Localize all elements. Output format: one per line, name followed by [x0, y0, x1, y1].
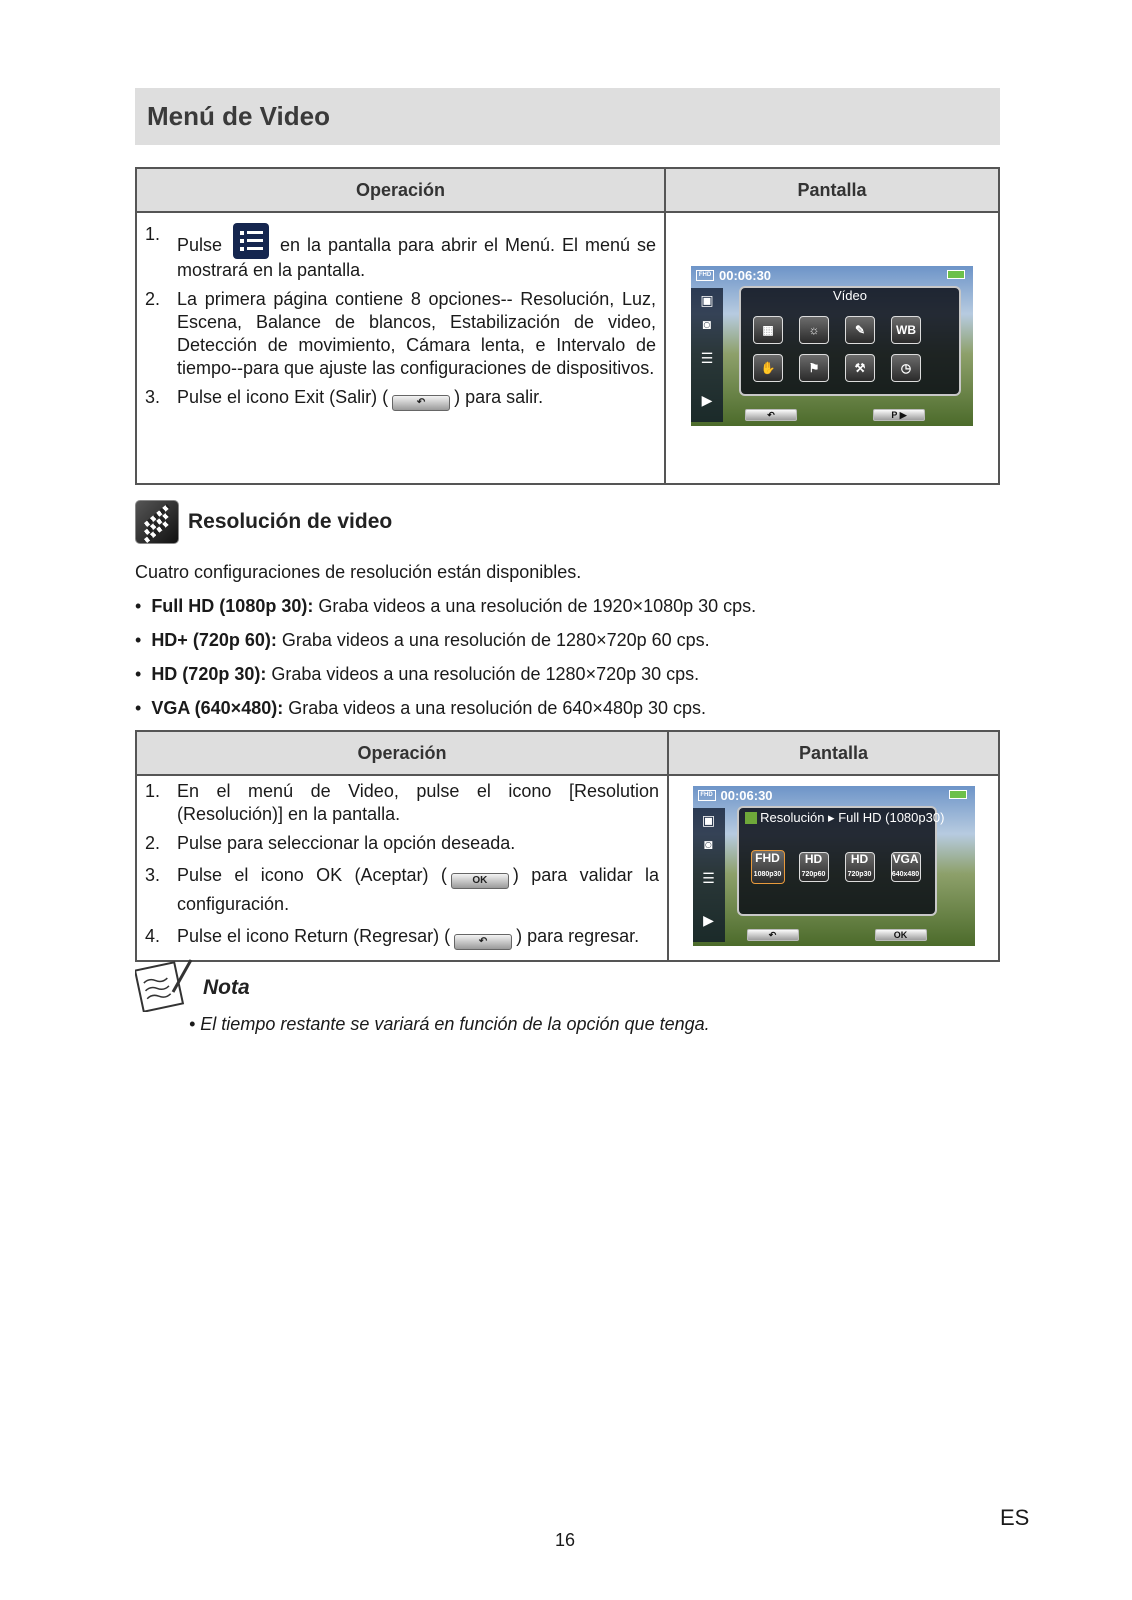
fhd-badge: FHD	[696, 270, 714, 281]
screen-header: Pantalla	[668, 731, 999, 775]
language-code: ES	[1000, 1505, 1030, 1530]
page-number: 16	[554, 1530, 576, 1550]
recording-time: 00:06:30	[720, 787, 773, 803]
screen-cell	[665, 212, 999, 484]
resolution-title: Resolución de video	[188, 510, 393, 533]
light-tile-icon[interactable]: ☼	[799, 316, 829, 344]
side-menu	[693, 808, 725, 942]
ok-icon: OK	[451, 873, 509, 889]
stabilization-tile-icon[interactable]: ✋	[753, 354, 783, 382]
camera-icon[interactable]: ◙	[704, 835, 713, 852]
resolution-label: Resolución ▸ Full HD (1080p30)	[760, 809, 945, 825]
video-menu-panel	[739, 286, 961, 396]
step-item: 2. La primera página contiene 8 opciones-- Resolución, Luz, Escena, Balance de blancos, Estabilización de video, Detección de movimiento, Cámara lenta, e Intervalo de tiempo--para que ajuste las configuraciones de dispositivos.	[145, 289, 656, 378]
section-title: Menú de Video	[147, 101, 330, 131]
menu-icon[interactable]: ☰	[700, 349, 714, 366]
slow-motion-tile-icon[interactable]: ⚒	[845, 354, 875, 382]
video-mode-icon[interactable]: ▣	[701, 811, 716, 828]
vga-option[interactable]: VGA 640x480	[891, 852, 921, 882]
resolution-small-icon	[745, 812, 757, 824]
step-item: 1. En el menú de Video, pulse el icono [Resolution (Resolución)] en la pantalla.	[145, 781, 659, 824]
camera-screen	[691, 266, 973, 426]
step-item: 1. Pulse en la pantalla para abrir el Menú. El menú se mostrará en la pantalla.	[145, 224, 656, 280]
operation-header: Operación	[136, 168, 665, 212]
hd-plus-option[interactable]: HD 720p60	[799, 852, 829, 882]
resolution-tile-icon[interactable]: ▦	[753, 316, 783, 344]
step-item: 3. Pulse el icono Exit (Salir) ( ↶ ) para salir.	[143, 386, 656, 411]
operation-cell	[136, 212, 665, 484]
battery-icon	[947, 270, 965, 279]
scene-tile-icon[interactable]: ✎	[845, 316, 875, 344]
list-item: • HD+ (720p 60): Graba videos a una resolución de 1280×720p 60 cps.	[135, 630, 710, 650]
section-header	[135, 88, 1000, 145]
battery-icon	[949, 790, 967, 799]
white-balance-tile[interactable]: WB	[891, 316, 921, 344]
next-page-button[interactable]: P ▶	[873, 409, 925, 421]
operation-cell	[136, 775, 668, 961]
resolution-icon	[135, 500, 179, 544]
resolution-panel	[737, 806, 945, 916]
resolution-intro: Cuatro configuraciones de resolución están disponibles.	[135, 562, 582, 582]
resolution-list	[135, 594, 756, 730]
list-item: • Full HD (1080p 30): Graba videos a una resolución de 1920×1080p 30 cps.	[135, 596, 757, 616]
return-button[interactable]: ↶	[747, 929, 799, 941]
playback-icon[interactable]: ▶	[701, 391, 713, 408]
return-icon: ↶	[454, 934, 512, 950]
note-title: Nota	[203, 976, 250, 999]
fhd-badge: FHD	[698, 790, 716, 801]
fhd-option[interactable]: FHD 1080p30	[751, 850, 785, 884]
operation-header: Operación	[136, 731, 668, 775]
menu-operation-table	[135, 167, 1000, 485]
playback-icon[interactable]: ▶	[703, 911, 714, 928]
time-lapse-tile-icon[interactable]: ◷	[891, 354, 921, 382]
resolution-heading	[135, 500, 392, 544]
camera-screen	[693, 786, 975, 946]
screen-header: Pantalla	[665, 168, 999, 212]
menu-icon	[233, 223, 269, 259]
note-text: • El tiempo restante se variará en función de la opción que tenga.	[189, 1014, 710, 1034]
notepad-icon	[135, 956, 193, 1012]
resolution-operation-table	[135, 730, 1000, 962]
menu-icon[interactable]: ☰	[702, 869, 715, 886]
list-item: • VGA (640×480): Graba videos a una resolución de 640×480p 30 cps.	[135, 698, 707, 718]
camera-icon[interactable]: ◙	[702, 315, 712, 332]
step-item: 4. Pulse el icono Return (Regresar) ( ↶ ) para regresar.	[143, 925, 659, 950]
hd-option[interactable]: HD 720p30	[845, 852, 875, 882]
video-mode-icon[interactable]: ▣	[700, 291, 714, 308]
screen-cell	[668, 775, 999, 961]
ok-button[interactable]: OK	[875, 929, 927, 941]
panel-title: Vídeo	[833, 287, 867, 303]
side-menu	[691, 288, 723, 422]
list-item: • HD (720p 30): Graba videos a una resolución de 1280×720p 30 cps.	[135, 664, 700, 684]
exit-icon: ↶	[392, 395, 450, 411]
motion-detection-tile-icon[interactable]: ⚑	[799, 354, 829, 382]
exit-button[interactable]: ↶	[745, 409, 797, 421]
recording-time: 00:06:30	[719, 267, 772, 283]
step-item: 3. Pulse el icono OK (Aceptar) ( OK ) para validar la configuración.	[145, 865, 659, 914]
step-item: 2. Pulse para seleccionar la opción deseada.	[145, 833, 516, 853]
